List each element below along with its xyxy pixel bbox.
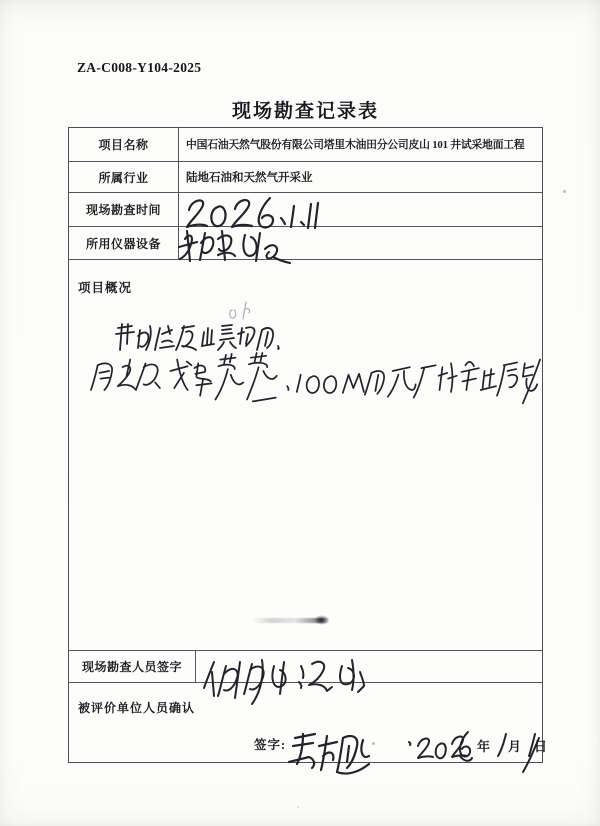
value-industry: 陆地石油和天然气开采业	[186, 172, 313, 184]
date-day-char: 日	[534, 739, 548, 754]
ink-smudge-blob	[314, 615, 329, 625]
label-sign: 签字:	[254, 738, 287, 752]
handwriting-month	[495, 732, 509, 758]
label-industry: 所属行业	[98, 170, 149, 185]
pencil-marks	[226, 298, 256, 322]
signature-surveyor-2	[296, 654, 366, 694]
date-month-char: 月	[508, 739, 522, 754]
label-confirmation: 被评价单位人员确认	[78, 701, 196, 715]
handwriting-overview-line1	[112, 320, 282, 354]
table-vline-signature-row	[195, 650, 196, 682]
signature-confirm	[283, 726, 371, 774]
label-project-name: 项目名称	[98, 138, 149, 152]
scan-speck	[563, 190, 566, 193]
handwriting-equipment	[176, 224, 296, 268]
handwriting-overview-line2	[90, 352, 542, 409]
document-code: ZA-C008-Y104-2025	[77, 60, 202, 75]
date-year-char: 年	[477, 739, 491, 754]
signature-surveyor-1	[202, 650, 290, 704]
table-hline-4	[68, 259, 543, 260]
scan-speck	[297, 806, 299, 808]
label-overview: 项目概况	[78, 281, 133, 295]
label-survey-time: 现场勘查时间	[85, 203, 161, 217]
handwriting-year	[406, 726, 472, 768]
value-project-name: 中国石油天然气股份有限公司塔里木油田分公司皮山 101 井试采地面工程	[186, 139, 525, 151]
label-surveyor-signature: 现场勘查人员签字	[81, 660, 182, 674]
page-title: 现场勘查记录表	[231, 101, 379, 122]
label-equipment: 所用仪器设备	[85, 236, 161, 251]
scan-speck	[372, 742, 375, 745]
